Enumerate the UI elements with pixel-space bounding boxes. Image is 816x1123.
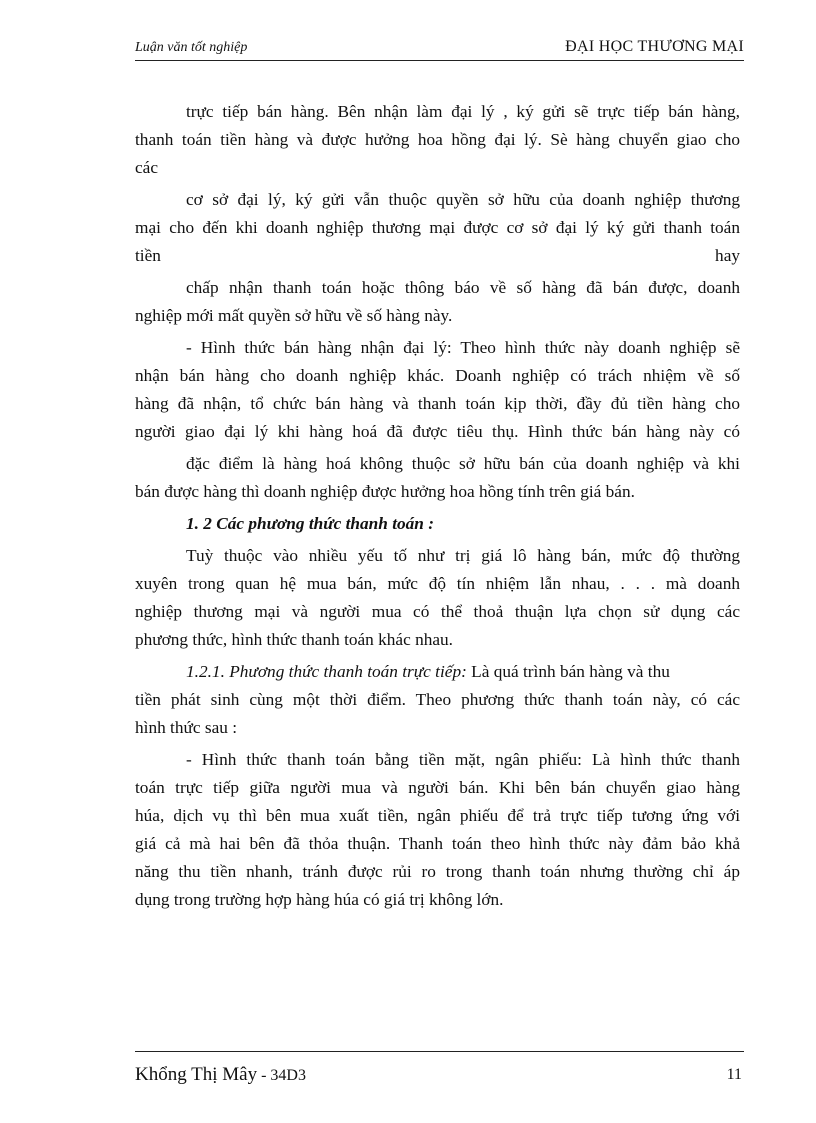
text-line: giá cả mà hai bên đã thỏa thuận. Thanh toán theo hình thức này đảm bảo khả (135, 834, 740, 853)
header-university: ĐẠI HỌC THƯƠNG MẠI (565, 38, 744, 55)
text-line: mại cho đến khi doanh nghiệp thương mại được cơ sở đại lý ký gửi thanh toán (135, 218, 740, 237)
subsection-title: 1.2.1. Phương thức thanh toán trực tiếp: (186, 662, 467, 681)
text-line-split (135, 242, 740, 270)
author-class: - 34D3 (257, 1067, 306, 1084)
text-line: hình thức sau : (135, 718, 237, 737)
text-line: - Hình thức thanh toán bằng tiền mặt, ngân phiếu: Là hình thức thanh (186, 750, 740, 769)
text-line: - Hình thức bán hàng nhận đại lý: Theo hình thức này doanh nghiệp sẽ (186, 338, 740, 357)
word-left: tiền (135, 246, 161, 265)
footer-divider (135, 1051, 744, 1052)
footer-author (135, 1064, 306, 1086)
text-line: hàng đã nhận, tổ chức bán hàng và thanh toán kịp thời, đầy đủ tiền hàng cho (135, 394, 740, 413)
text-line: trực tiếp bán hàng. Bên nhận làm đại lý , ký gửi sẽ trực tiếp bán hàng, (186, 102, 740, 121)
text-line: nhận bán hàng cho doanh nghiệp khác. Doanh nghiệp có trách nhiệm về số (135, 366, 740, 385)
text-line: nghiệp mới mất quyền sở hữu về số hàng này. (135, 306, 453, 325)
subsection-line (135, 658, 740, 686)
text-line: húa, dịch vụ thì bên mua xuất tiền, ngân phiếu để trả trực tiếp tương ứng với (135, 806, 740, 825)
body-text (135, 98, 740, 914)
text-line: cơ sở đại lý, ký gửi vẫn thuộc quyền sở hữu của doanh nghiệp thương (186, 190, 740, 209)
text-line: bán được hàng thì doanh nghiệp được hưởng hoa hồng tính trên giá bán. (135, 482, 635, 501)
page-header (135, 36, 744, 61)
text-line: thanh toán tiền hàng và được hưởng hoa hồng đại lý. Sè hàng chuyển giao cho (135, 130, 740, 149)
text-line: xuyên trong quan hệ mua bán, mức độ tín nhiệm lẫn nhau, . . . mà doanh (135, 574, 740, 593)
page-number: 11 (726, 1066, 742, 1083)
word-right: hay (715, 246, 740, 265)
text-line: năng thu tiền nhanh, tránh được rủi ro trong thanh toán nhưng thường chỉ áp (135, 862, 740, 881)
text-line: đặc điểm là hàng hoá không thuộc sở hữu bán của doanh nghiệp và khi (186, 454, 740, 473)
text-line: các (135, 158, 159, 177)
text-line: phương thức, hình thức thanh toán khác nhau. (135, 630, 453, 649)
section-heading: 1. 2 Các phương thức thanh toán : (186, 514, 434, 533)
subsection-text: Là quá trình bán hàng và thu (466, 662, 670, 681)
author-name: Khổng Thị Mây (135, 1064, 258, 1085)
text-line: toán trực tiếp giữa người mua và người bán. Khi bên bán chuyển giao hàng (135, 778, 740, 797)
text-line: chấp nhận thanh toán hoặc thông báo về số hàng đã bán được, doanh (186, 278, 740, 297)
text-line: Tuỳ thuộc vào nhiều yếu tố như trị giá lô hàng bán, mức độ thường (186, 546, 740, 565)
text-line: người giao đại lý khi hàng hoá đã được tiêu thụ. Hình thức bán hàng này có (135, 422, 740, 441)
text-line: dụng trong trường hợp hàng húa có giá trị không lớn. (135, 890, 504, 909)
text-line: tiền phát sinh cùng một thời điểm. Theo phương thức thanh toán này, có các (135, 690, 740, 709)
text-line: nghiệp thương mại và người mua có thể thoả thuận lựa chọn sử dụng các (135, 602, 740, 621)
header-thesis-label: Luận văn tốt nghiệp (135, 40, 248, 55)
